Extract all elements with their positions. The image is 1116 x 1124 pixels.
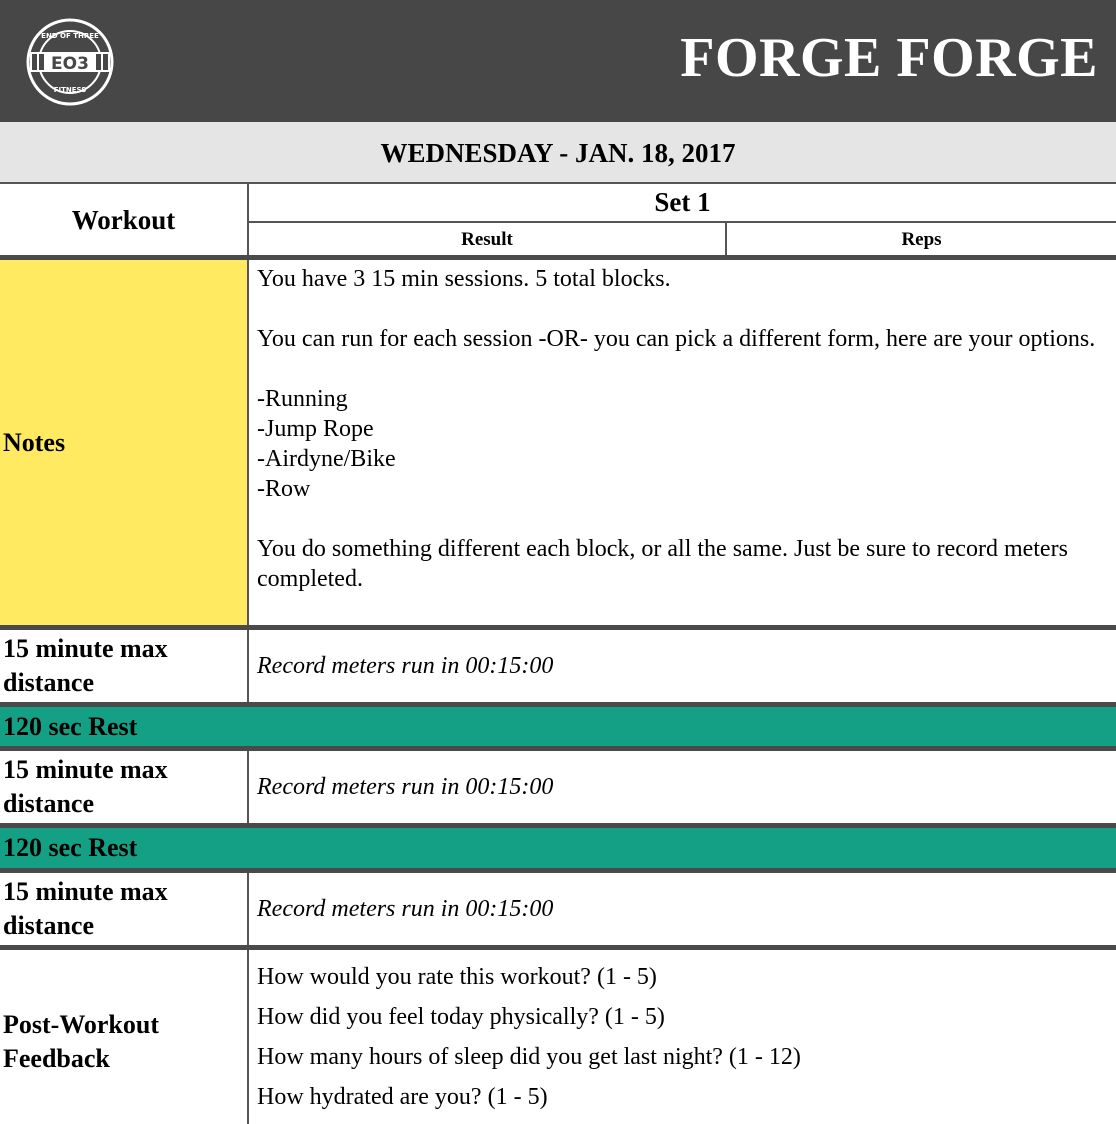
rest-label: 120 sec Rest — [3, 711, 138, 741]
notes-line: You can run for each session -OR- you can pick a different form, here are your options. — [257, 326, 1096, 352]
feedback-label: Post-Workout Feedback — [0, 950, 249, 1124]
notes-line: -Running — [257, 386, 348, 412]
rest-row — [0, 828, 1116, 868]
notes-label: Notes — [0, 260, 249, 625]
workout-date: WEDNESDAY - JAN. 18, 2017 — [380, 138, 736, 168]
rest-label: 120 sec Rest — [3, 833, 138, 862]
notes-line: -Airdyne/Bike — [257, 446, 396, 472]
exercise-instruction: Record meters run in 00:15:00 — [257, 774, 554, 800]
exercise-instruction: Record meters run in 00:15:00 — [257, 653, 554, 679]
feedback-question: How many hours of sleep did you get last night? (1 - 12) — [257, 1044, 801, 1070]
feedback-questions — [249, 950, 1116, 1124]
column-header-result: Result — [249, 223, 727, 257]
table-header — [0, 184, 1116, 257]
notes-line: -Jump Rope — [257, 416, 374, 442]
exercise-row — [0, 630, 1116, 702]
app-header — [0, 0, 1116, 122]
notes-line: You have 3 15 min sessions. 5 total blocks. — [257, 266, 671, 292]
rest-row — [0, 707, 1116, 746]
date-bar — [0, 122, 1116, 184]
eo3-fitness-logo — [22, 16, 118, 108]
feedback-question: How did you feel today physically? (1 - 5) — [257, 1004, 665, 1030]
feedback-row — [0, 950, 1116, 1124]
column-header-workout: Workout — [0, 184, 249, 257]
app-title: FORGE FORGE — [680, 27, 1098, 89]
exercise-instruction: Record meters run in 00:15:00 — [257, 896, 554, 922]
logo-ring-top: END OF THREE — [41, 32, 99, 40]
feedback-question: How hydrated are you? (1 - 5) — [257, 1084, 548, 1110]
column-header-set: Set 1 — [249, 184, 1116, 223]
column-header-reps: Reps — [901, 229, 942, 250]
notes-content — [249, 260, 1116, 625]
exercise-row — [0, 873, 1116, 945]
logo-ring-bottom: FITNESS — [53, 86, 87, 94]
exercise-row — [0, 751, 1116, 823]
notes-line: -Row — [257, 476, 311, 502]
exercise-label: 15 minute max distance — [0, 630, 249, 702]
exercise-label: 15 minute max distance — [0, 873, 249, 945]
exercise-label: 15 minute max distance — [0, 751, 249, 823]
notes-line: You do something different each block, or all the same. Just be sure to record meters completed. — [257, 536, 1068, 592]
feedback-question: How would you rate this workout? (1 - 5) — [257, 964, 657, 990]
notes-row — [0, 260, 1116, 625]
logo-text: EO3 — [51, 54, 89, 74]
